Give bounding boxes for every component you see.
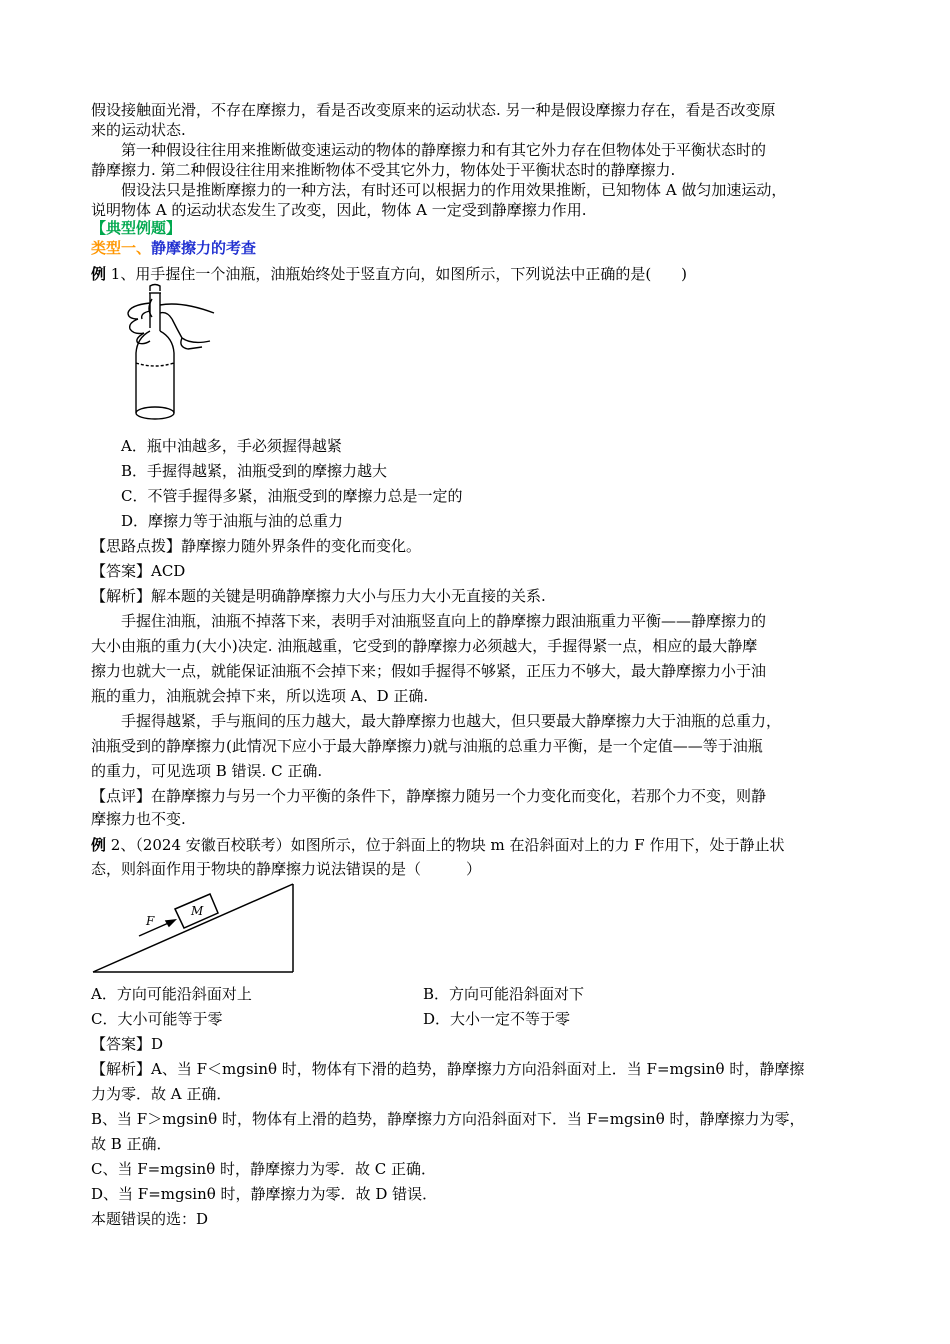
example-1-hint: 【思路点拨】静摩擦力随外界条件的变化而变化。	[91, 537, 422, 555]
example-2-analysis-line-4: 故 B 正确．	[91, 1135, 172, 1153]
intro-line-5: 假设法只是推断摩擦力的一种方法，有时还可以根据力的作用效果推断，已知物体 A 做匀加速运动，	[121, 181, 787, 199]
example-1-option-c: C．不管手握得多紧，油瓶受到的摩擦力总是一定的	[121, 487, 463, 505]
example-2-analysis-line-6: D、当 F=mgsinθ 时，静摩擦力为零．故 D 错误．	[91, 1185, 438, 1203]
example-2-option-a: A．方向可能沿斜面对上	[91, 985, 252, 1003]
example-1-p1-line-4: 瓶的重力，油瓶就会掉下来，所以选项 A、D 正确.	[91, 687, 429, 705]
example-1-p1-line-2: 大小由瓶的重力(大小)决定. 油瓶越重，它受到的静摩擦力必须越大，手握得紧一点，相应的最大静摩	[91, 637, 758, 655]
example-1-option-a: A．瓶中油越多，手必须握得越紧	[121, 437, 342, 455]
example-2-option-b: B．方向可能沿斜面对下	[423, 985, 585, 1003]
example-2-stem-line-2: 态，则斜面作用于物块的静摩擦力说法错误的是（ ）	[91, 860, 482, 878]
incline-figure	[91, 880, 297, 976]
example-1-analysis-head	[91, 586, 546, 606]
example-1-question: 1、用手握住一个油瓶，油瓶始终处于竖直方向，如图所示，下列说法中正确的是( )	[106, 265, 688, 283]
example-2-label: 例	[91, 836, 107, 854]
example-2-question: 2、（2024 安徽百校联考）如图所示，位于斜面上的物块 m 在沿斜面对上的力 F 作用下，处于静止状	[106, 836, 785, 854]
type-prefix: 类型一、	[91, 239, 152, 257]
intro-line-4: 静摩擦力. 第二种假设往往用来推断物体不受其它外力，物体处于平衡状态时的静摩擦力.	[91, 161, 676, 179]
intro-line-3: 第一种假设往往用来推断做变速运动的物体的静摩擦力和有其它外力存在但物体处于平衡状态时的	[121, 141, 767, 159]
intro-line-1: 假设接触面光滑，不存在摩擦力，看是否改变原来的运动状态. 另一种是假设摩擦力存在，看是否改变原	[91, 101, 776, 119]
type-title: 静摩擦力的考查	[151, 239, 257, 257]
incline-block-label: M	[191, 904, 204, 918]
example-2-answer: 【答案】D	[91, 1035, 164, 1053]
example-1-comment-line-1: 【点评】在静摩擦力与另一个力平衡的条件下，静摩擦力随另一个力变化而变化，若那个力不变，则静	[91, 787, 767, 805]
example-2-analysis-line-2: 力为零．故 A 正确．	[91, 1085, 232, 1103]
example-1-option-d: D．摩擦力等于油瓶与油的总重力	[121, 512, 344, 530]
incline-force-label: F	[146, 914, 155, 928]
example-1-stem	[91, 264, 687, 284]
example-2-option-d: D．大小一定不等于零	[423, 1010, 571, 1028]
type-heading	[91, 238, 256, 258]
example-1-answer: 【答案】ACD	[91, 562, 186, 580]
example-1-label: 例	[91, 265, 107, 283]
intro-line-6: 说明物体 A 的运动状态发生了改变，因此，物体 A 一定受到静摩擦力作用.	[91, 201, 587, 219]
example-2-analysis-line-1: 【解析】A、当 F＜mgsinθ 时，物体有下滑的趋势，静摩擦力方向沿斜面对上．当 F=mgsinθ 时，静摩擦	[91, 1060, 805, 1078]
example-1-p1-line-1: 手握住油瓶，油瓶不掉落下来，表明手对油瓶竖直向上的静摩擦力跟油瓶重力平衡——静摩擦力的	[121, 612, 767, 630]
example-2-option-c: C．大小可能等于零	[91, 1010, 223, 1028]
analysis-head-text: 解本题的关键是明确静摩擦力大小与压力大小无直接的关系.	[151, 587, 546, 605]
analysis-tag: 【解析】	[91, 587, 152, 605]
example-2-stem-line-1	[91, 835, 784, 855]
example-1-comment-line-2: 摩擦力也不变.	[91, 810, 186, 828]
oil-bottle-figure	[122, 283, 217, 428]
example-2-analysis-line-7: 本题错误的选：D	[91, 1210, 209, 1228]
example-1-p1-line-3: 擦力也就大一点，就能保证油瓶不会掉下来；假如手握得不够紧，正压力不够大，最大静摩擦力小于油	[91, 662, 767, 680]
example-1-p2-line-1: 手握得越紧，手与瓶间的压力越大，最大静摩擦力也越大，但只要最大静摩擦力大于油瓶的总重力，	[121, 712, 782, 730]
example-2-analysis-line-3: B、当 F＞mgsinθ 时，物体有上滑的趋势，静摩擦力方向沿斜面对下．当 F=mgsinθ 时，静摩擦力为零，	[91, 1110, 805, 1128]
intro-line-2: 来的运动状态.	[91, 121, 186, 139]
example-1-option-b: B．手握得越紧，油瓶受到的摩擦力越大	[121, 462, 388, 480]
example-1-p2-line-3: 的重力，可见选项 B 错误. C 正确.	[91, 762, 323, 780]
typical-examples-heading: 【典型例题】	[91, 219, 182, 237]
example-1-p2-line-2: 油瓶受到的静摩擦力(此情况下应小于最大静摩擦力)就与油瓶的总重力平衡，是一个定值——等于油瓶	[91, 737, 763, 755]
example-2-analysis-line-5: C、当 F=mgsinθ 时，静摩擦力为零．故 C 正确．	[91, 1160, 437, 1178]
